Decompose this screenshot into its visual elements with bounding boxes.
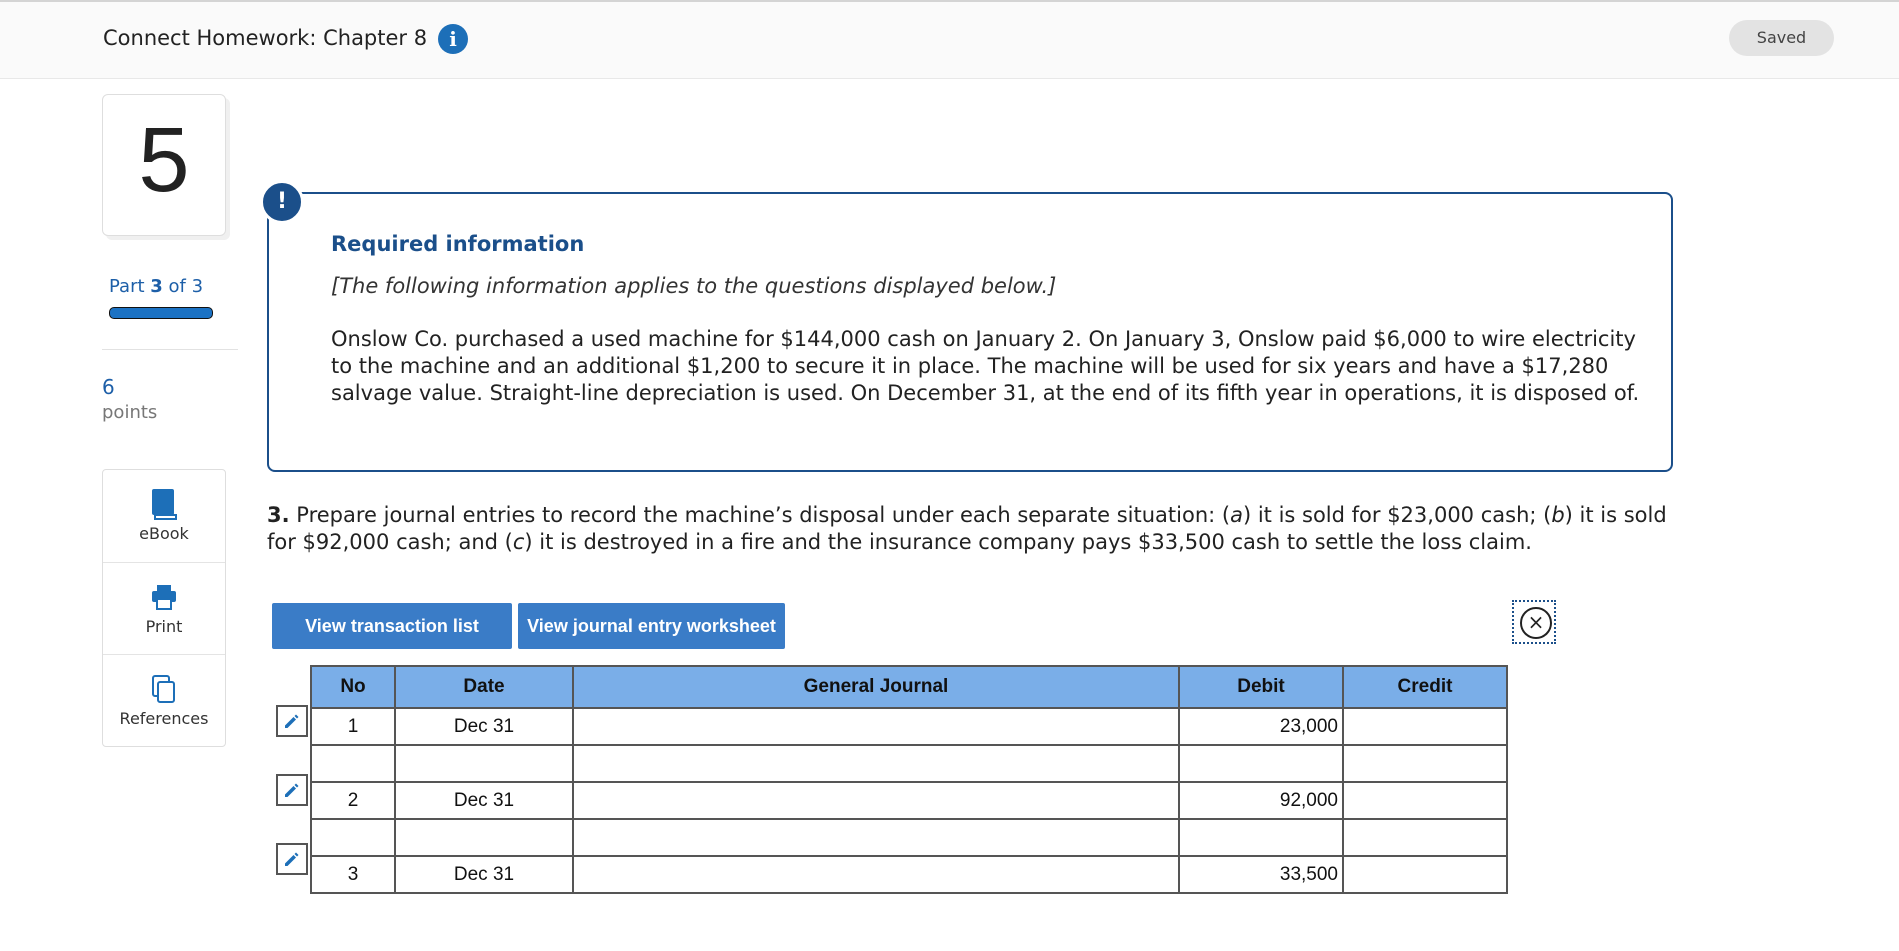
row-account[interactable]: [573, 782, 1179, 819]
tools-panel: [102, 469, 226, 747]
ebook-label: eBook: [139, 524, 189, 543]
row-no: 2: [311, 782, 395, 819]
row-no: 3: [311, 856, 395, 893]
col-header-credit: Credit: [1343, 666, 1507, 708]
table-row: [311, 745, 1507, 782]
printer-icon: [150, 581, 178, 613]
question-number: 5: [138, 109, 190, 211]
pencil-icon: [283, 850, 301, 868]
question-text-part: ) it is sold for $23,000 cash; (: [1242, 503, 1552, 527]
question-text-part: ) it is destroyed in a fire and the insurance company pays $33,500 cash to settle the loss claim.: [524, 530, 1532, 554]
assignment-title: Connect Homework: Chapter 8: [103, 26, 428, 50]
view-transaction-list-button[interactable]: View transaction list: [272, 603, 512, 649]
row-date: [395, 819, 573, 856]
row-no: 1: [311, 708, 395, 745]
required-info-title: Required information: [331, 232, 585, 256]
row-date: Dec 31: [395, 856, 573, 893]
journal-table: [310, 665, 1508, 894]
part-current: 3: [150, 276, 163, 297]
col-header-debit: Debit: [1179, 666, 1343, 708]
references-icon: [150, 673, 178, 705]
part-progress-bar: [109, 307, 213, 319]
table-row: [311, 856, 1507, 893]
row-credit[interactable]: [1343, 745, 1507, 782]
row-debit[interactable]: 92,000: [1179, 782, 1343, 819]
question-text-part: Prepare journal entries to record the machine’s disposal under each separate situation: (: [289, 503, 1231, 527]
part-indicator: [109, 276, 203, 297]
row-credit[interactable]: [1343, 782, 1507, 819]
row-debit[interactable]: [1179, 745, 1343, 782]
part-total: of 3: [168, 276, 204, 297]
question-letter-c: c: [512, 530, 525, 554]
row-account[interactable]: [573, 856, 1179, 893]
col-header-general-journal: General Journal: [573, 666, 1179, 708]
edit-entry-3-button[interactable]: [276, 843, 308, 875]
row-date: Dec 31: [395, 782, 573, 819]
points-label: points: [102, 402, 158, 423]
book-icon: [150, 488, 178, 520]
close-icon: ×: [1520, 607, 1552, 639]
row-credit[interactable]: [1343, 708, 1507, 745]
required-info-body: Onslow Co. purchased a used machine for $144,000 cash on January 2. On January 3, Onslow paid $6,000 to wire electricity to the machine and an additional $1,200 to secure it in place. The machine will be used for six years and have a $17,280 salvage value. Straight-line depreciation is used. On December 31, at the end of its fifth year in operations, it is disposed of.: [331, 327, 1640, 405]
table-row: [311, 782, 1507, 819]
col-header-no: No: [311, 666, 395, 708]
clear-entries-button[interactable]: [1512, 600, 1556, 644]
row-debit[interactable]: 23,000: [1179, 708, 1343, 745]
journal-header-row: [311, 666, 1507, 708]
question-number-label: 3.: [267, 503, 290, 527]
sidebar-divider: [102, 349, 238, 350]
row-credit[interactable]: [1343, 819, 1507, 856]
row-debit[interactable]: 33,500: [1179, 856, 1343, 893]
points-value: 6: [102, 375, 115, 399]
info-icon[interactable]: i: [438, 24, 468, 54]
saved-status-badge: Saved: [1729, 20, 1834, 56]
question-letter-b: b: [1551, 503, 1565, 527]
pencil-icon: [283, 712, 301, 730]
question-text: [267, 502, 1687, 556]
table-row: [311, 819, 1507, 856]
view-journal-worksheet-button[interactable]: View journal entry worksheet: [518, 603, 785, 649]
question-text-part: ) it is sold for $92,000 cash; and (: [267, 503, 1667, 554]
col-header-date: Date: [395, 666, 573, 708]
row-account[interactable]: [573, 708, 1179, 745]
alert-icon: !: [260, 180, 304, 224]
row-debit[interactable]: [1179, 819, 1343, 856]
part-word: Part: [109, 276, 145, 297]
edit-entry-1-button[interactable]: [276, 705, 308, 737]
references-button[interactable]: [103, 654, 225, 746]
row-account[interactable]: [573, 745, 1179, 782]
references-label: References: [119, 709, 209, 728]
row-credit[interactable]: [1343, 856, 1507, 893]
pencil-icon: [283, 781, 301, 799]
required-info-note: [The following information applies to the questions displayed below.]: [331, 274, 1057, 298]
row-no: [311, 819, 395, 856]
ebook-button[interactable]: [103, 470, 225, 561]
row-date: [395, 745, 573, 782]
print-button[interactable]: [103, 562, 225, 654]
question-number-card: [102, 94, 226, 236]
question-letter-a: a: [1230, 503, 1243, 527]
print-label: Print: [145, 617, 183, 636]
table-row: [311, 708, 1507, 745]
row-date: Dec 31: [395, 708, 573, 745]
row-no: [311, 745, 395, 782]
row-account[interactable]: [573, 819, 1179, 856]
edit-entry-2-button[interactable]: [276, 774, 308, 806]
page-header: [0, 2, 1899, 79]
